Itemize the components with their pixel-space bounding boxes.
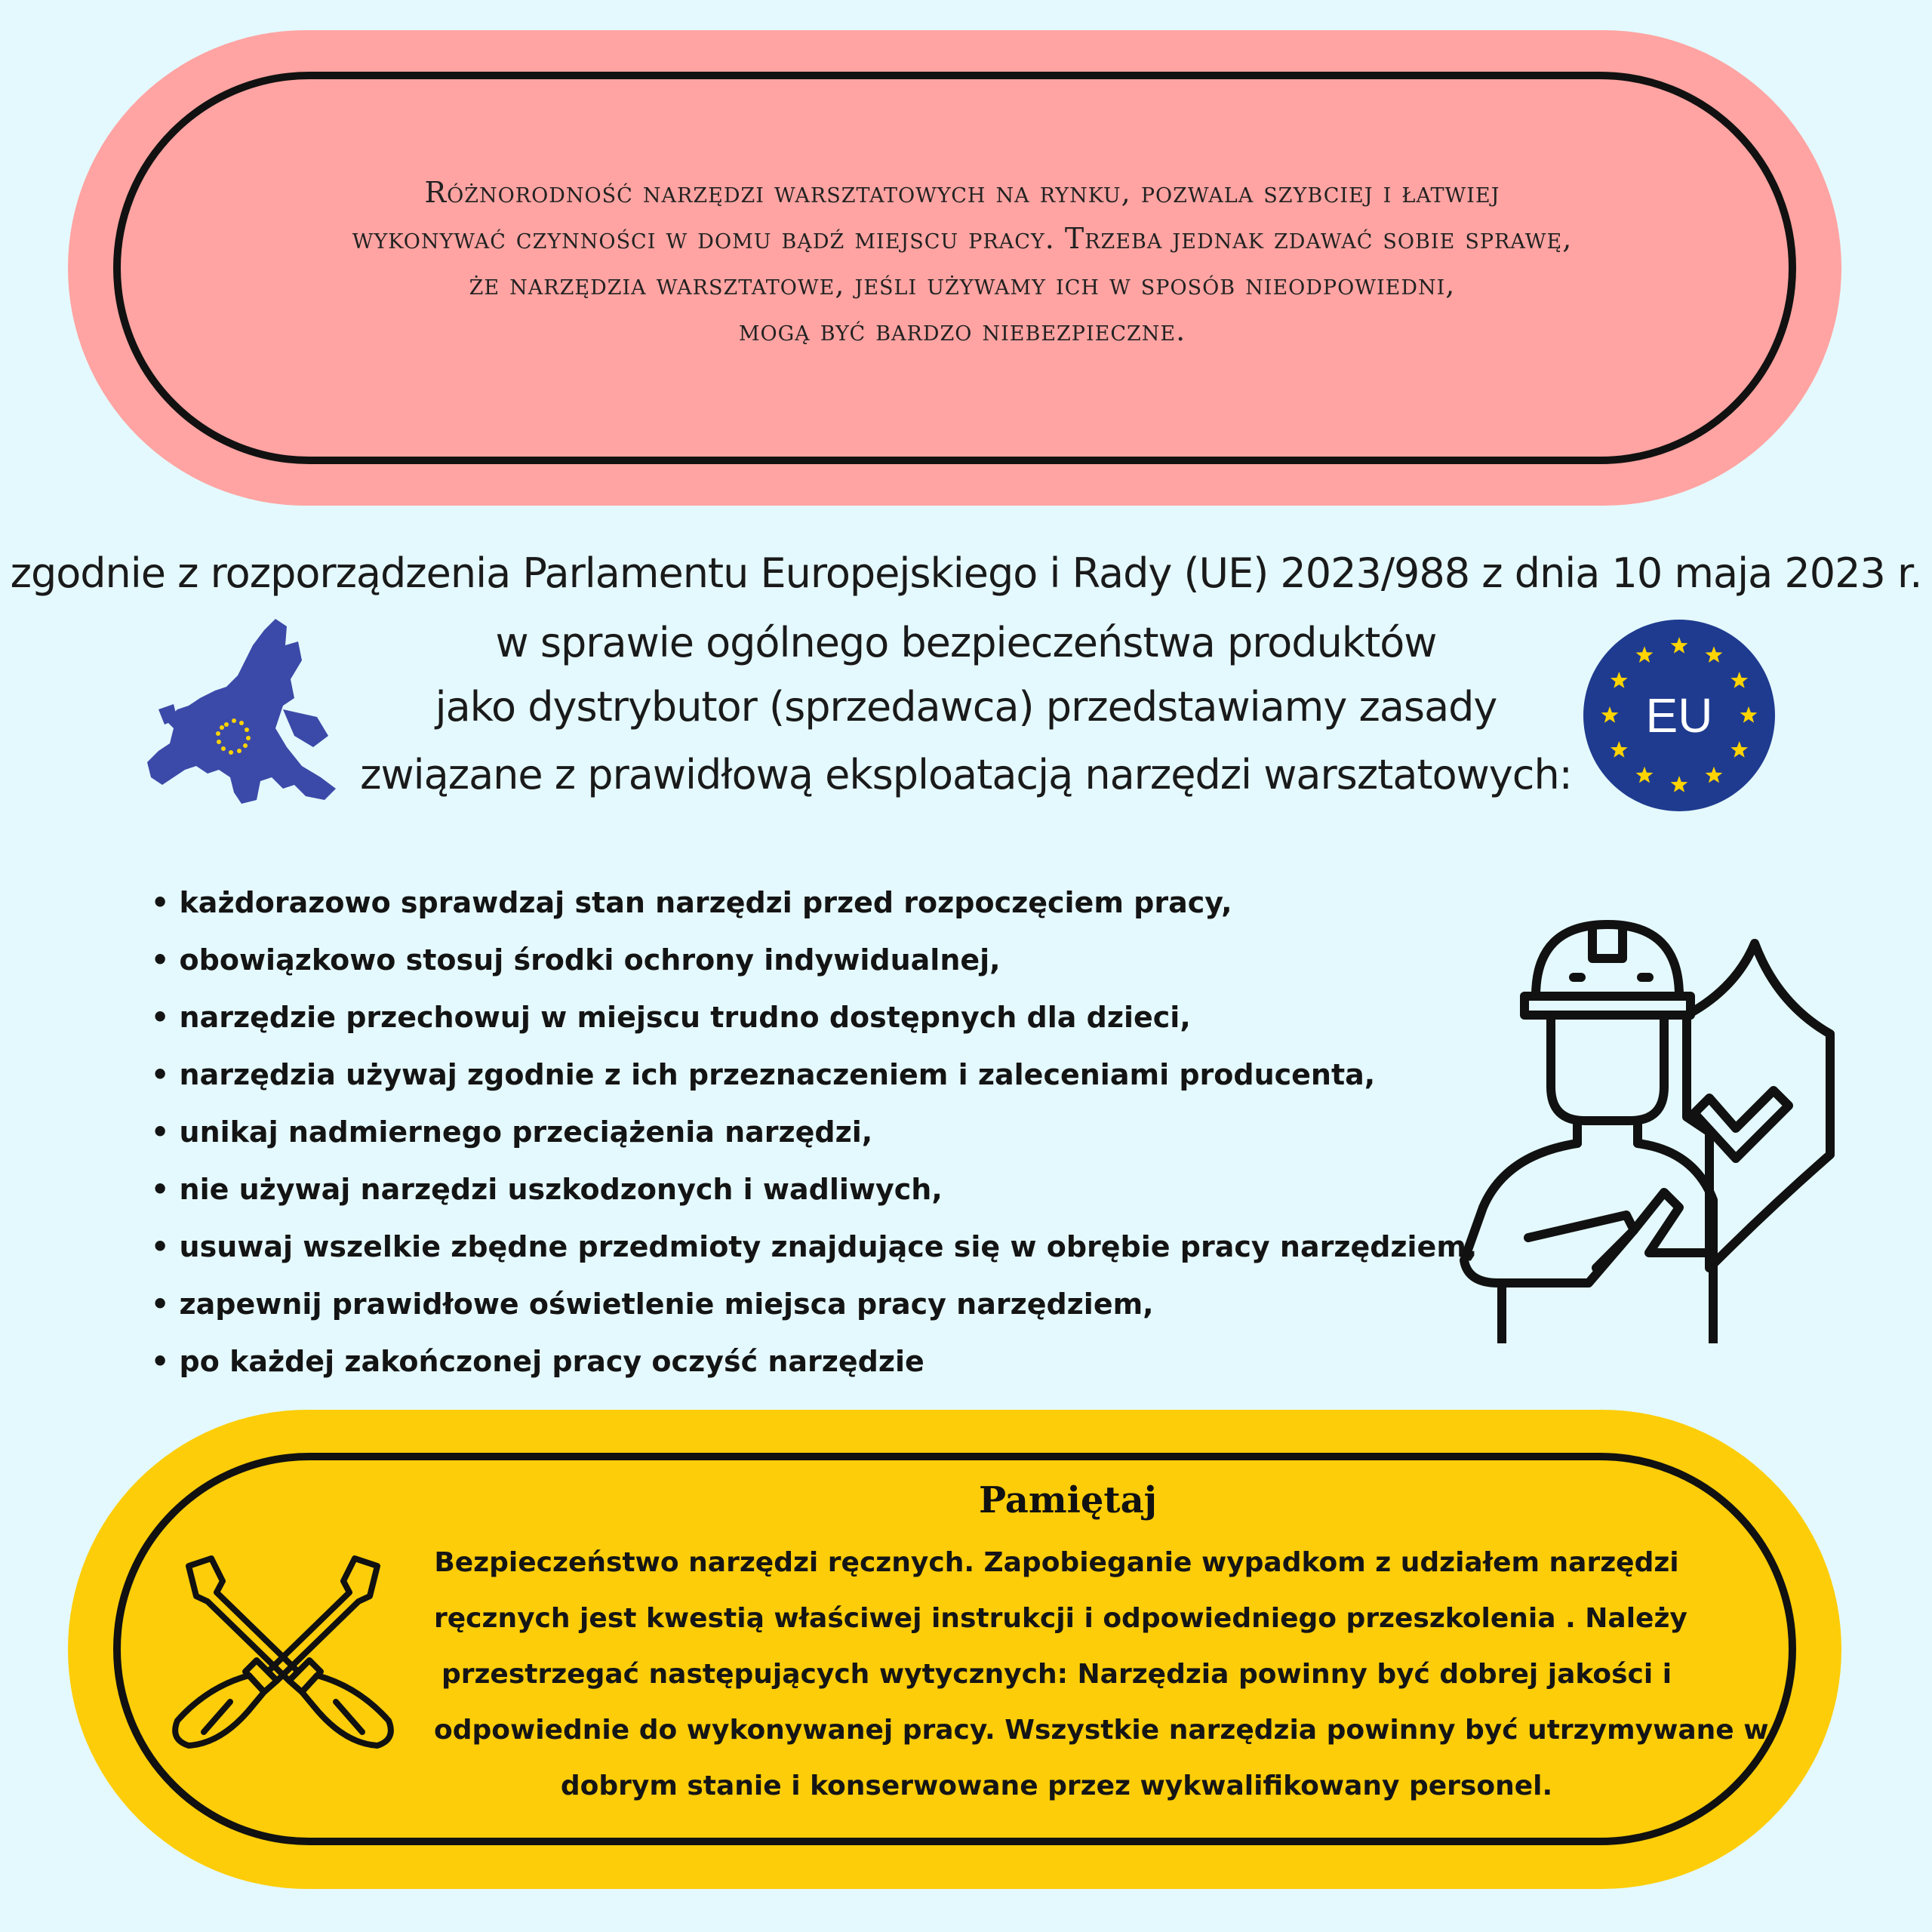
regulation-line-2: w sprawie ogólnego bezpieczeństwa produktów [495,619,1437,666]
rule-item: • narzędzie przechowuj w miejscu trudno dostępnych dla dzieci, [151,989,1434,1046]
rule-item: • nie używaj narzędzi uszkodzonych i wadliwych, [151,1161,1434,1218]
regulation-line-3: jako dystrybutor (sprzedawca) przedstawiamy zasady [435,683,1497,731]
rule-item: • zapewnij prawidłowe oświetlenie miejsca pracy narzędziem, [151,1275,1434,1333]
rule-item: • unikaj nadmiernego przeciążenia narzędzi, [151,1103,1434,1161]
remember-title: Pamiętaj [978,1479,1158,1521]
intro-line: Różnorodność narzędzi warsztatowych na rynku, pozwala szybciej i łatwiej [424,176,1500,209]
remember-text [434,1535,1769,1814]
europe-map-icon [143,615,340,808]
remember-line: odpowiednie do wykonywanej pracy. Wszystkie narzędzia powinny być utrzymywane w [434,1715,1769,1746]
eu-badge-label: EU [1645,688,1713,743]
rule-item: • usuwaj wszelkie zbędne przedmioty znajdujące się w obrębie pracy narzędziem, [151,1218,1434,1275]
remember-line: ręcznych jest kwestią właściwej instrukcji i odpowiedniego przeszkolenia . Należy [434,1603,1687,1634]
rule-item: • po każdej zakończonej pracy oczyść narzędzie [151,1333,1434,1390]
rule-item: • każdorazowo sprawdzaj stan narzędzi przed rozpoczęciem pracy, [151,874,1434,931]
intro-line: że narzędzia warsztatowe, jeśli używamy ich w sposób nieodpowiedni, [469,268,1456,301]
remember-line: Bezpieczeństwo narzędzi ręcznych. Zapobieganie wypadkom z udziałem narzędzi [434,1547,1679,1578]
remember-line: przestrzegać następujących wytycznych: Narzędzia powinny być dobrej jakości i [441,1659,1672,1690]
intro-line: wykonywać czynności w domu bądź miejscu pracy. Trzeba jednak zdawać sobie sprawę, [352,222,1573,255]
rule-item: • obowiązkowo stosuj środki ochrony indywidualnej, [151,931,1434,989]
remember-line: dobrym stanie i konserwowane przez wykwalifikowany personel. [560,1770,1553,1801]
worker-shield-check-icon [1438,906,1845,1343]
regulation-line-4: związane z prawidłową eksploatacją narzędzi warsztatowych: [360,751,1572,798]
regulation-line-1: zgodnie z rozporządzenia Parlamentu Europejskiego i Rady (UE) 2023/988 z dnia 10 maja 2023 r. [10,549,1922,597]
eu-flag-badge-icon [1581,617,1777,814]
intro-text [174,170,1751,354]
rules-list [151,874,1478,1390]
crossed-screwdrivers-icon [162,1551,404,1755]
intro-line: mogą być bardzo niebezpieczne. [738,314,1186,347]
rule-item: • narzędzia używaj zgodnie z ich przeznaczeniem i zaleceniami producenta, [151,1046,1434,1103]
